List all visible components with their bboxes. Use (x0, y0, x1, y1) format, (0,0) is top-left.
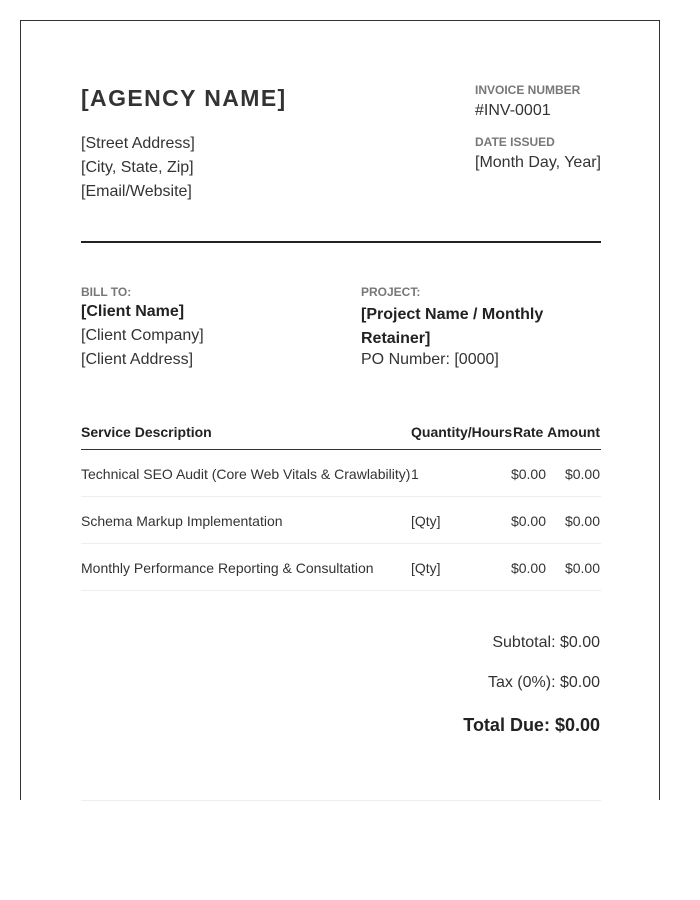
row-2-description: Schema Markup Implementation (81, 513, 283, 529)
header-divider (81, 241, 601, 243)
client-name: [Client Name] (81, 303, 185, 320)
row-2-rate: $0.00 (510, 513, 546, 529)
tax-line: Tax (0%): $0.00 (487, 674, 600, 691)
row-3-description: Monthly Performance Reporting & Consultation (81, 560, 374, 576)
row-3-quantity: [Qty] (411, 560, 441, 576)
table-header-divider (81, 449, 601, 450)
agency-street: [Street Address] (81, 135, 195, 152)
project-title: [Project Name / Monthly Retainer] (361, 306, 544, 347)
row-1-quantity: 1 (411, 466, 419, 482)
po-number: PO Number: [0000] (361, 351, 499, 368)
date-issued-label: DATE ISSUED (475, 135, 555, 149)
column-header-description: Service Description (81, 424, 212, 440)
row-1-description: Technical SEO Audit (Core Web Vitals & Crawlability) (81, 466, 411, 482)
column-header-rate: Rate (513, 424, 544, 440)
invoice-number-value: #INV-0001 (475, 102, 551, 119)
client-address: [Client Address] (81, 351, 194, 368)
row-3-rate: $0.00 (510, 560, 546, 576)
row-2-quantity: [Qty] (411, 513, 441, 529)
row-3-divider (81, 590, 601, 591)
invoice-number-label: INVOICE NUMBER (475, 83, 581, 97)
agency-name: [AGENCY NAME] (81, 85, 287, 111)
subtotal: Subtotal: $0.00 (492, 634, 600, 651)
row-1-rate: $0.00 (510, 466, 546, 482)
row-1-divider (81, 496, 601, 497)
row-2-amount: $0.00 (564, 513, 600, 529)
bill-to-label: BILL TO: (81, 285, 132, 299)
row-1-amount: $0.00 (564, 466, 600, 482)
client-company: [Client Company] (81, 327, 204, 344)
footer-divider (81, 800, 601, 801)
column-header-amount: Amount (547, 424, 600, 440)
date-issued-value: [Month Day, Year] (475, 154, 601, 171)
project-label: PROJECT: (361, 285, 421, 299)
row-2-divider (81, 543, 601, 544)
row-3-amount: $0.00 (564, 560, 600, 576)
column-header-quantity: Quantity/Hours (411, 424, 513, 440)
total-due: Total Due: $0.00 (463, 715, 600, 735)
agency-contact: [Email/Website] (81, 183, 192, 200)
invoice-sheet (20, 20, 660, 800)
agency-city: [City, State, Zip] (81, 159, 194, 176)
